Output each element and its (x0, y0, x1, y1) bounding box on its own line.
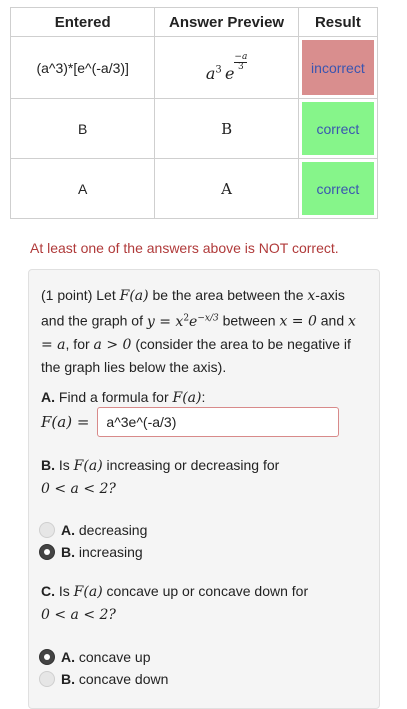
part-a-question (41, 386, 371, 409)
answer-preview-cell (155, 99, 298, 159)
answer-preview-cell (155, 37, 298, 99)
intro-text: (1 point) Let (41, 287, 120, 303)
problem-panel (28, 269, 380, 709)
intro-text: (consider the area to be negative if the graph lies below the axis). (41, 335, 351, 375)
part-c-option-concave-down[interactable] (39, 671, 168, 687)
part-b-option-increasing[interactable] (39, 544, 143, 560)
intro-text: and (316, 312, 349, 329)
result-correct-badge: correct (302, 162, 374, 215)
intro-math-function: $y = x^2e^{-x/3}$ (146, 313, 219, 330)
part-a-text: Find a formula for (55, 389, 173, 405)
result-cell (298, 37, 377, 99)
warning-message: At least one of the answers above is NOT correct. (30, 240, 339, 256)
intro-text: between (218, 312, 280, 329)
header-entered: Entered (11, 8, 155, 37)
preview-letter: A (221, 179, 232, 198)
part-a-lhs: F(a) = (41, 413, 90, 431)
option-letter: B. (61, 671, 75, 687)
table-row (11, 37, 378, 99)
part-c-text: concave up or concave down for (102, 583, 309, 599)
intro-math: a > 0 (93, 336, 132, 353)
entered-cell: B (11, 99, 155, 159)
part-a-label: A. (41, 389, 55, 405)
part-c-label: C. (41, 583, 55, 599)
result-correct-badge: correct (302, 102, 374, 155)
intro-math: x = a (41, 313, 356, 353)
part-a-math: F(a) (172, 390, 202, 406)
result-cell (298, 159, 377, 219)
entered-cell: A (11, 159, 155, 219)
option-text: concave up (78, 649, 151, 665)
part-a-answer-input[interactable] (97, 407, 339, 437)
header-answer-preview: Answer Preview (155, 8, 298, 37)
part-c-interval: 0 < a < 2? (41, 607, 116, 623)
radio-selected-icon[interactable] (39, 544, 55, 560)
part-b-label: B. (41, 457, 55, 473)
radio-unselected-icon[interactable] (39, 671, 55, 687)
part-a-answer-row (41, 407, 339, 437)
result-cell (298, 99, 377, 159)
part-b-text: increasing or decreasing for (102, 457, 280, 473)
option-letter: A. (61, 522, 75, 538)
entered-cell: (a^3)*[e^(-a/3)] (11, 37, 155, 99)
radio-unselected-icon[interactable] (39, 522, 55, 538)
preview-letter: B (221, 119, 233, 138)
part-c-text: Is (55, 583, 74, 599)
intro-math: x = 0 (279, 313, 317, 330)
option-letter: A. (61, 649, 75, 665)
results-table (10, 7, 378, 219)
problem-intro (41, 284, 371, 378)
header-result: Result (298, 8, 377, 37)
preview-formula: $a^3$ e $^{\frac{-a}{3}}$ (205, 51, 248, 83)
intro-text: be the area between the (148, 287, 308, 303)
option-text: decreasing (78, 522, 148, 538)
part-c-math: F(a) (73, 584, 103, 600)
option-text: increasing (78, 544, 143, 560)
part-b-option-decreasing[interactable] (39, 522, 147, 538)
part-b-text: Is (55, 457, 74, 473)
part-a-colon: : (201, 389, 206, 405)
results-header-row (11, 8, 378, 37)
part-b-interval: 0 < a < 2? (41, 481, 116, 497)
intro-text: -axis and the graph of (41, 287, 345, 329)
option-letter: B. (61, 544, 75, 560)
table-row (11, 159, 378, 219)
answer-preview-cell (155, 159, 298, 219)
part-b-math: F(a) (73, 458, 103, 474)
result-incorrect-badge: incorrect (302, 40, 374, 95)
intro-math: F(a) (119, 288, 149, 304)
table-row (11, 99, 378, 159)
radio-selected-icon[interactable] (39, 649, 55, 665)
part-c-question (41, 580, 371, 626)
intro-text: , for (65, 335, 94, 352)
option-text: concave down (78, 671, 169, 687)
part-c-option-concave-up[interactable] (39, 649, 151, 665)
part-b-question (41, 454, 371, 500)
intro-math: x (307, 288, 316, 304)
